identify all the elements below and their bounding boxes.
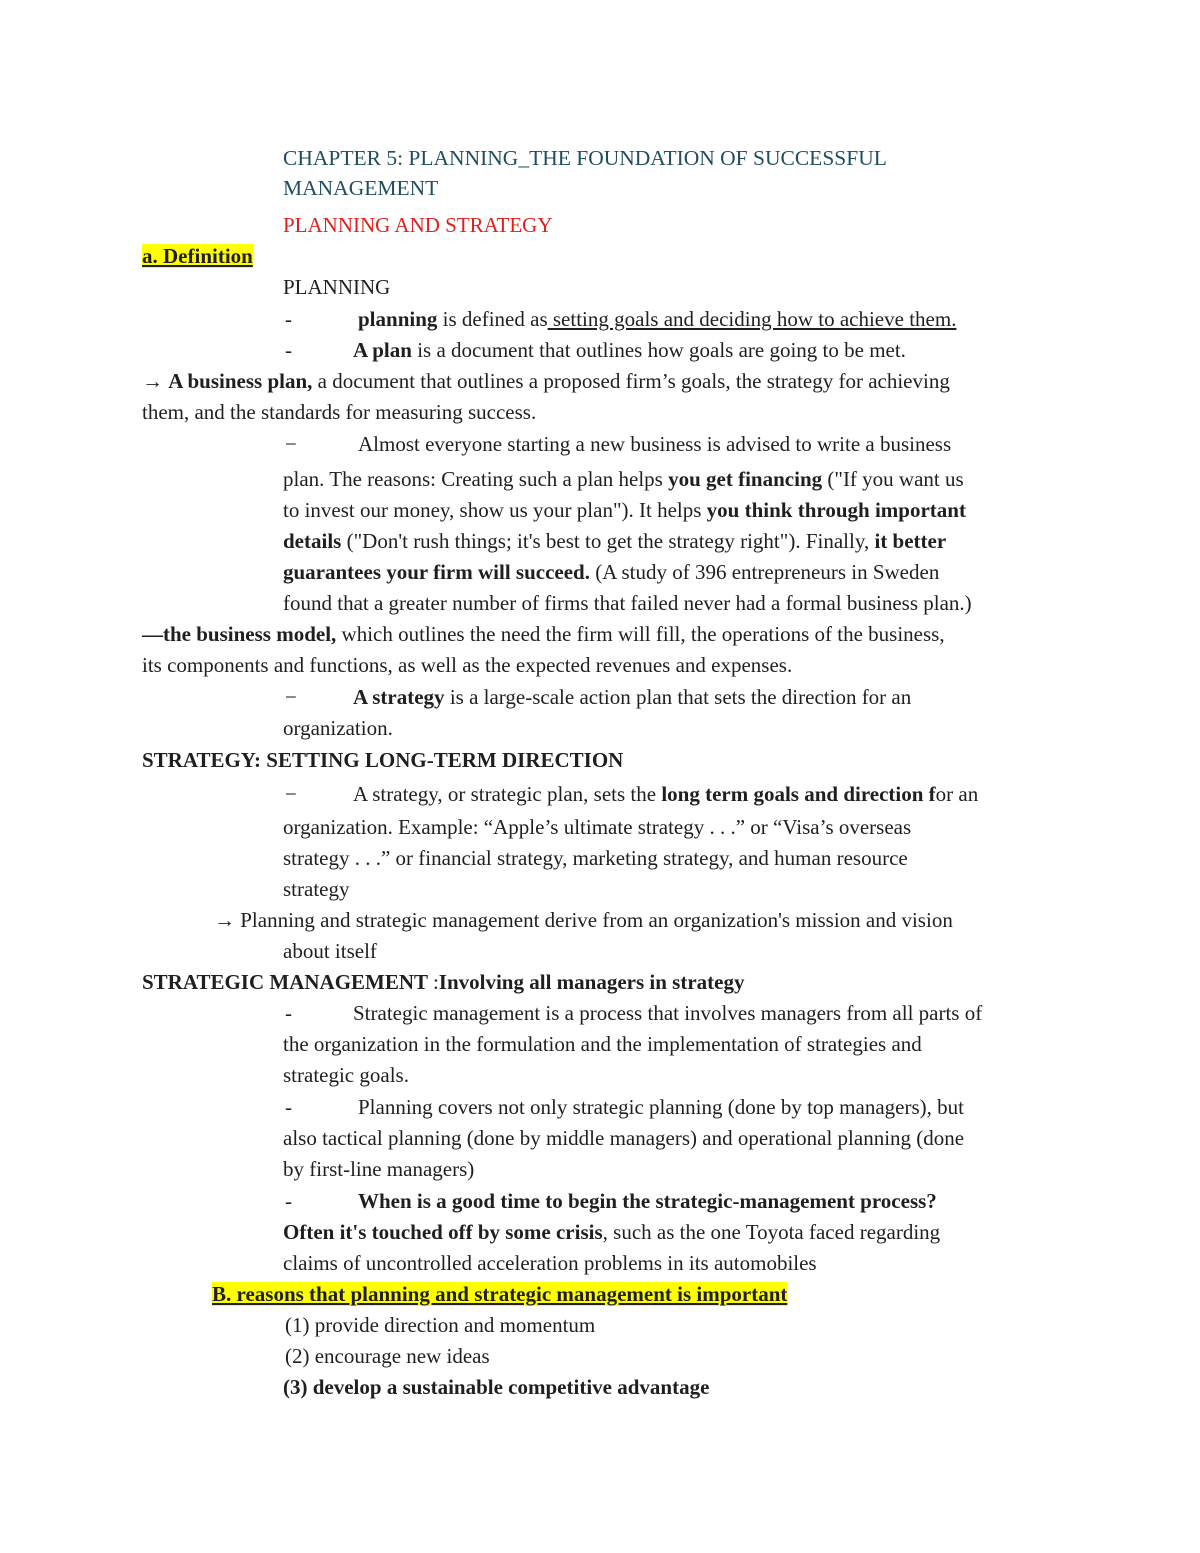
bullet-dash: − <box>285 432 297 456</box>
derive-line-1: → Planning and strategic management derive from an organization's mission and vision <box>214 908 953 932</box>
sm-para2-line-1: Planning covers not only strategic planning (done by top managers), but <box>358 1095 964 1119</box>
reasons-line-5: guarantees your firm will succeed. (A study of 396 entrepreneurs in Sweden <box>283 560 940 584</box>
chapter-title-line-2: MANAGEMENT <box>283 176 439 200</box>
business-plan-line-1: → A business plan, a document that outlines a proposed firm’s goals, the strategy for achieving <box>142 369 950 393</box>
sm-para3-line-2: Often it's touched off by some crisis, such as the one Toyota faced regarding <box>283 1220 941 1244</box>
bullet-dash: - <box>285 1001 292 1025</box>
bullet-dash: − <box>285 782 297 806</box>
bullet-dash: - <box>285 338 292 362</box>
bullet-dash: − <box>285 685 297 709</box>
strategy-heading: STRATEGY: SETTING LONG-TERM DIRECTION <box>142 748 624 772</box>
reasons-line-1: Almost everyone starting a new business is advised to write a business <box>358 432 952 456</box>
business-model-line-1: —the business model, which outlines the need the firm will fill, the operations of the business, <box>142 622 945 646</box>
sm-para3-line-3: claims of uncontrolled acceleration problems in its automobiles <box>283 1251 817 1275</box>
sm-para1-line-3: strategic goals. <box>283 1063 409 1087</box>
sm-para1-line-2: the organization in the formulation and the implementation of strategies and <box>283 1032 922 1056</box>
strategy-definition-line-1: A strategy is a large-scale action plan that sets the direction for an <box>353 685 912 709</box>
plan-definition: A plan is a document that outlines how goals are going to be met. <box>353 338 906 362</box>
strategy-definition-line-2: organization. <box>283 716 393 740</box>
section-title: PLANNING AND STRATEGY <box>283 213 553 237</box>
sm-para1-line-1: Strategic management is a process that involves managers from all parts of <box>353 1001 983 1025</box>
reasons-heading: B. reasons that planning and strategic management is important <box>212 1282 788 1306</box>
planning-definition: planning is defined as setting goals and deciding how to achieve them. <box>358 307 957 331</box>
strategy-para-line-4: strategy <box>283 877 350 901</box>
strategy-para-line-2: organization. Example: “Apple’s ultimate strategy . . .” or “Visa’s overseas <box>283 815 912 839</box>
business-model-line-2: its components and functions, as well as the expected revenues and expenses. <box>142 653 793 677</box>
reason-item: (2) encourage new ideas <box>285 1344 490 1368</box>
planning-label: PLANNING <box>283 275 391 299</box>
reason-item: (3) develop a sustainable competitive advantage <box>283 1375 710 1399</box>
strategy-para-line-3: strategy . . .” or financial strategy, marketing strategy, and human resource <box>283 846 908 870</box>
sm-para3-line-1: When is a good time to begin the strategic-management process? <box>358 1189 937 1213</box>
arrow-icon: → <box>142 369 163 393</box>
business-plan-line-2: them, and the standards for measuring success. <box>142 400 537 424</box>
strategic-management-heading: STRATEGIC MANAGEMENT :Involving all managers in strategy <box>142 970 745 994</box>
reasons-line-3: to invest our money, show us your plan"). It helps you think through important <box>283 498 966 522</box>
sm-para2-line-2: also tactical planning (done by middle managers) and operational planning (done <box>283 1126 965 1150</box>
derive-line-2: about itself <box>283 939 377 963</box>
bullet-dash: - <box>285 307 292 331</box>
strategy-para-line-1: A strategy, or strategic plan, sets the long term goals and direction for an <box>353 782 979 806</box>
reasons-line-6: found that a greater number of firms that failed never had a formal business plan.) <box>283 591 972 615</box>
sm-para2-line-3: by first-line managers) <box>283 1157 475 1181</box>
arrow-icon: → <box>214 908 235 932</box>
reasons-line-4: details ("Don't rush things; it's best to get the strategy right"). Finally, it better <box>283 529 947 553</box>
reasons-line-2: plan. The reasons: Creating such a plan helps you get financing ("If you want us <box>283 467 964 491</box>
bullet-dash: - <box>285 1189 292 1213</box>
definition-heading: a. Definition <box>142 244 253 268</box>
chapter-title-line-1: CHAPTER 5: PLANNING_THE FOUNDATION OF SUCCESSFUL <box>283 146 887 170</box>
bullet-dash: - <box>285 1095 292 1119</box>
reason-item: (1) provide direction and momentum <box>285 1313 596 1337</box>
